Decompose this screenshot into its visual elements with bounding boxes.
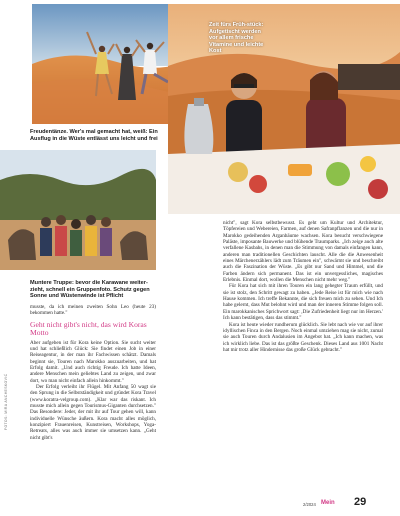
photo-camel-group [0, 150, 156, 270]
article-paragraph: Kora ist heute wieder rundherum glücklich. Sie lebt nach wie vor auf ihrer idyllischen Finca in den Bergen. Noch einmal umziehen mag sie nicht, zumal sie auch Touren durch Andalusien im Angebot hat. „Ich kann machen, was ich wirklich liebe. Das ist das größte Geschenk. Dieses Land aus 1001 Nacht hat mir trotz aller Hindernisse das große Glück gebracht." [223, 321, 383, 353]
article-paragraph: Der Erfolg verleiht ihr Flügel. Mit Anfang 50 wagt sie den Sprung in die Selbstständigkeit und gründet Kora Travel (www.koratra-velgroup.com). „Klar war das riskant. Ich musste mich allein gegen Tourismus-Giganten durchsetzen." Das Besondere: Jeder, der mit ihr auf Tour gehen will, kann individuelle Wünsche äußern. Kora macht alles möglich, konzipiert Frauenreisen, Kunstreisen, Workshops, Yoga-Retreats, alles was auch immer sie umsetzen kann. „Geht nicht gibt's [30, 383, 156, 441]
magazine-brand: Mein [321, 500, 335, 506]
caption-desert-dance: Freudentänze. Wer's mal gemacht hat, weiß: Ein Ausflug in die Wüste entlässt uns leicht und frei [30, 129, 158, 142]
page-number: 29 [354, 496, 367, 508]
photo-credit: FOTOS: MIRA ANCHESKOVIĆ [4, 373, 8, 430]
article-paragraph: Für Kora hat sich mit ihren Touren ein lang gehegter Traum erfüllt, und sie ist stolz, den Schritt gewagt zu haben. „Jede Reise ist für mich wie nach Hause kommen. Ich treffe Bekannte, die sich freuen mich zu sehen. Und Ich habe gelernt, dass Mut belohnt wird und man der inneren Stimme folgen soll. Ein marokkanisches Sprichwort sagt: ‚Die Zufriedenheit liegt nur im Herzen.' Ich kann bestätigen, dass das stimmt." [223, 283, 383, 322]
article-subhead: Geht nicht gibt's nicht, das wird Koras Motto [30, 319, 147, 338]
article-column-left [30, 304, 156, 500]
caption-camel-group: Muntere Truppe: bevor die Karawane weiter-zieht, schnell ein Gruppenfoto. Schutz gegen Sonne und Wüstenwinde ist Pflicht [30, 280, 150, 300]
article-paragraph: Aber aufgeben ist für Kora keine Option. Sie sucht weiter und hat schließlich Glück: Sie findet einen Job in einer Reiseagentur, in der man ihr Fachwissen schätzt. Damals beginnt sie, Touren nach Marokko auszuarbeiten, und hat Erfolg damit. „Und auch richtig Freude. Ich hatte Ideen, andere Menschen mein geliebtes Land zu zeigen, und zwar dort, wo man nicht einfach allein hinkommt." [30, 339, 156, 384]
photo-desert-breakfast [168, 4, 400, 214]
issue-number: 2/2024 [303, 502, 316, 507]
article-intro: musste, da ich meinen zweiten Sohn Leo (heute 23) bekommen hatte." [30, 304, 156, 317]
article-column-right [223, 220, 383, 496]
caption-breakfast: Zeit fürs Früh-stück: Aufgetischt werden vor allem frische Vitamine und leichte Kost [209, 22, 264, 55]
article-paragraph: nicht", sagt Kora selbstbewusst. Es geht um Kultur und Architektur, Töpfereien und Webereien, Farmen, auf denen Safranpflanzen und die nur in Marokko gedeihenden Arganbäume wachsen. Kora besucht verschwiegene Paläste, imposante Bauwerke und blühende Traumparks. „Ich zeige auch alte verfallene Kasbahs, in denen man die Stimmung von damals einfangen kann, anderen man traditionellen Geschichten lauscht. Alle die die Anwesenheit eines Märchenerzählers lädt zum Träumen ein", schwärmt sie und beschreibt auch die Faszination der Wüste. „Es gibt nur Sand und Himmel, und die Farben ändern sich permanent. Das ist ein unvergessliches, magisches Erlebnis. Einmal dort, wollen die Menschen nicht mehr weg." [223, 220, 383, 284]
